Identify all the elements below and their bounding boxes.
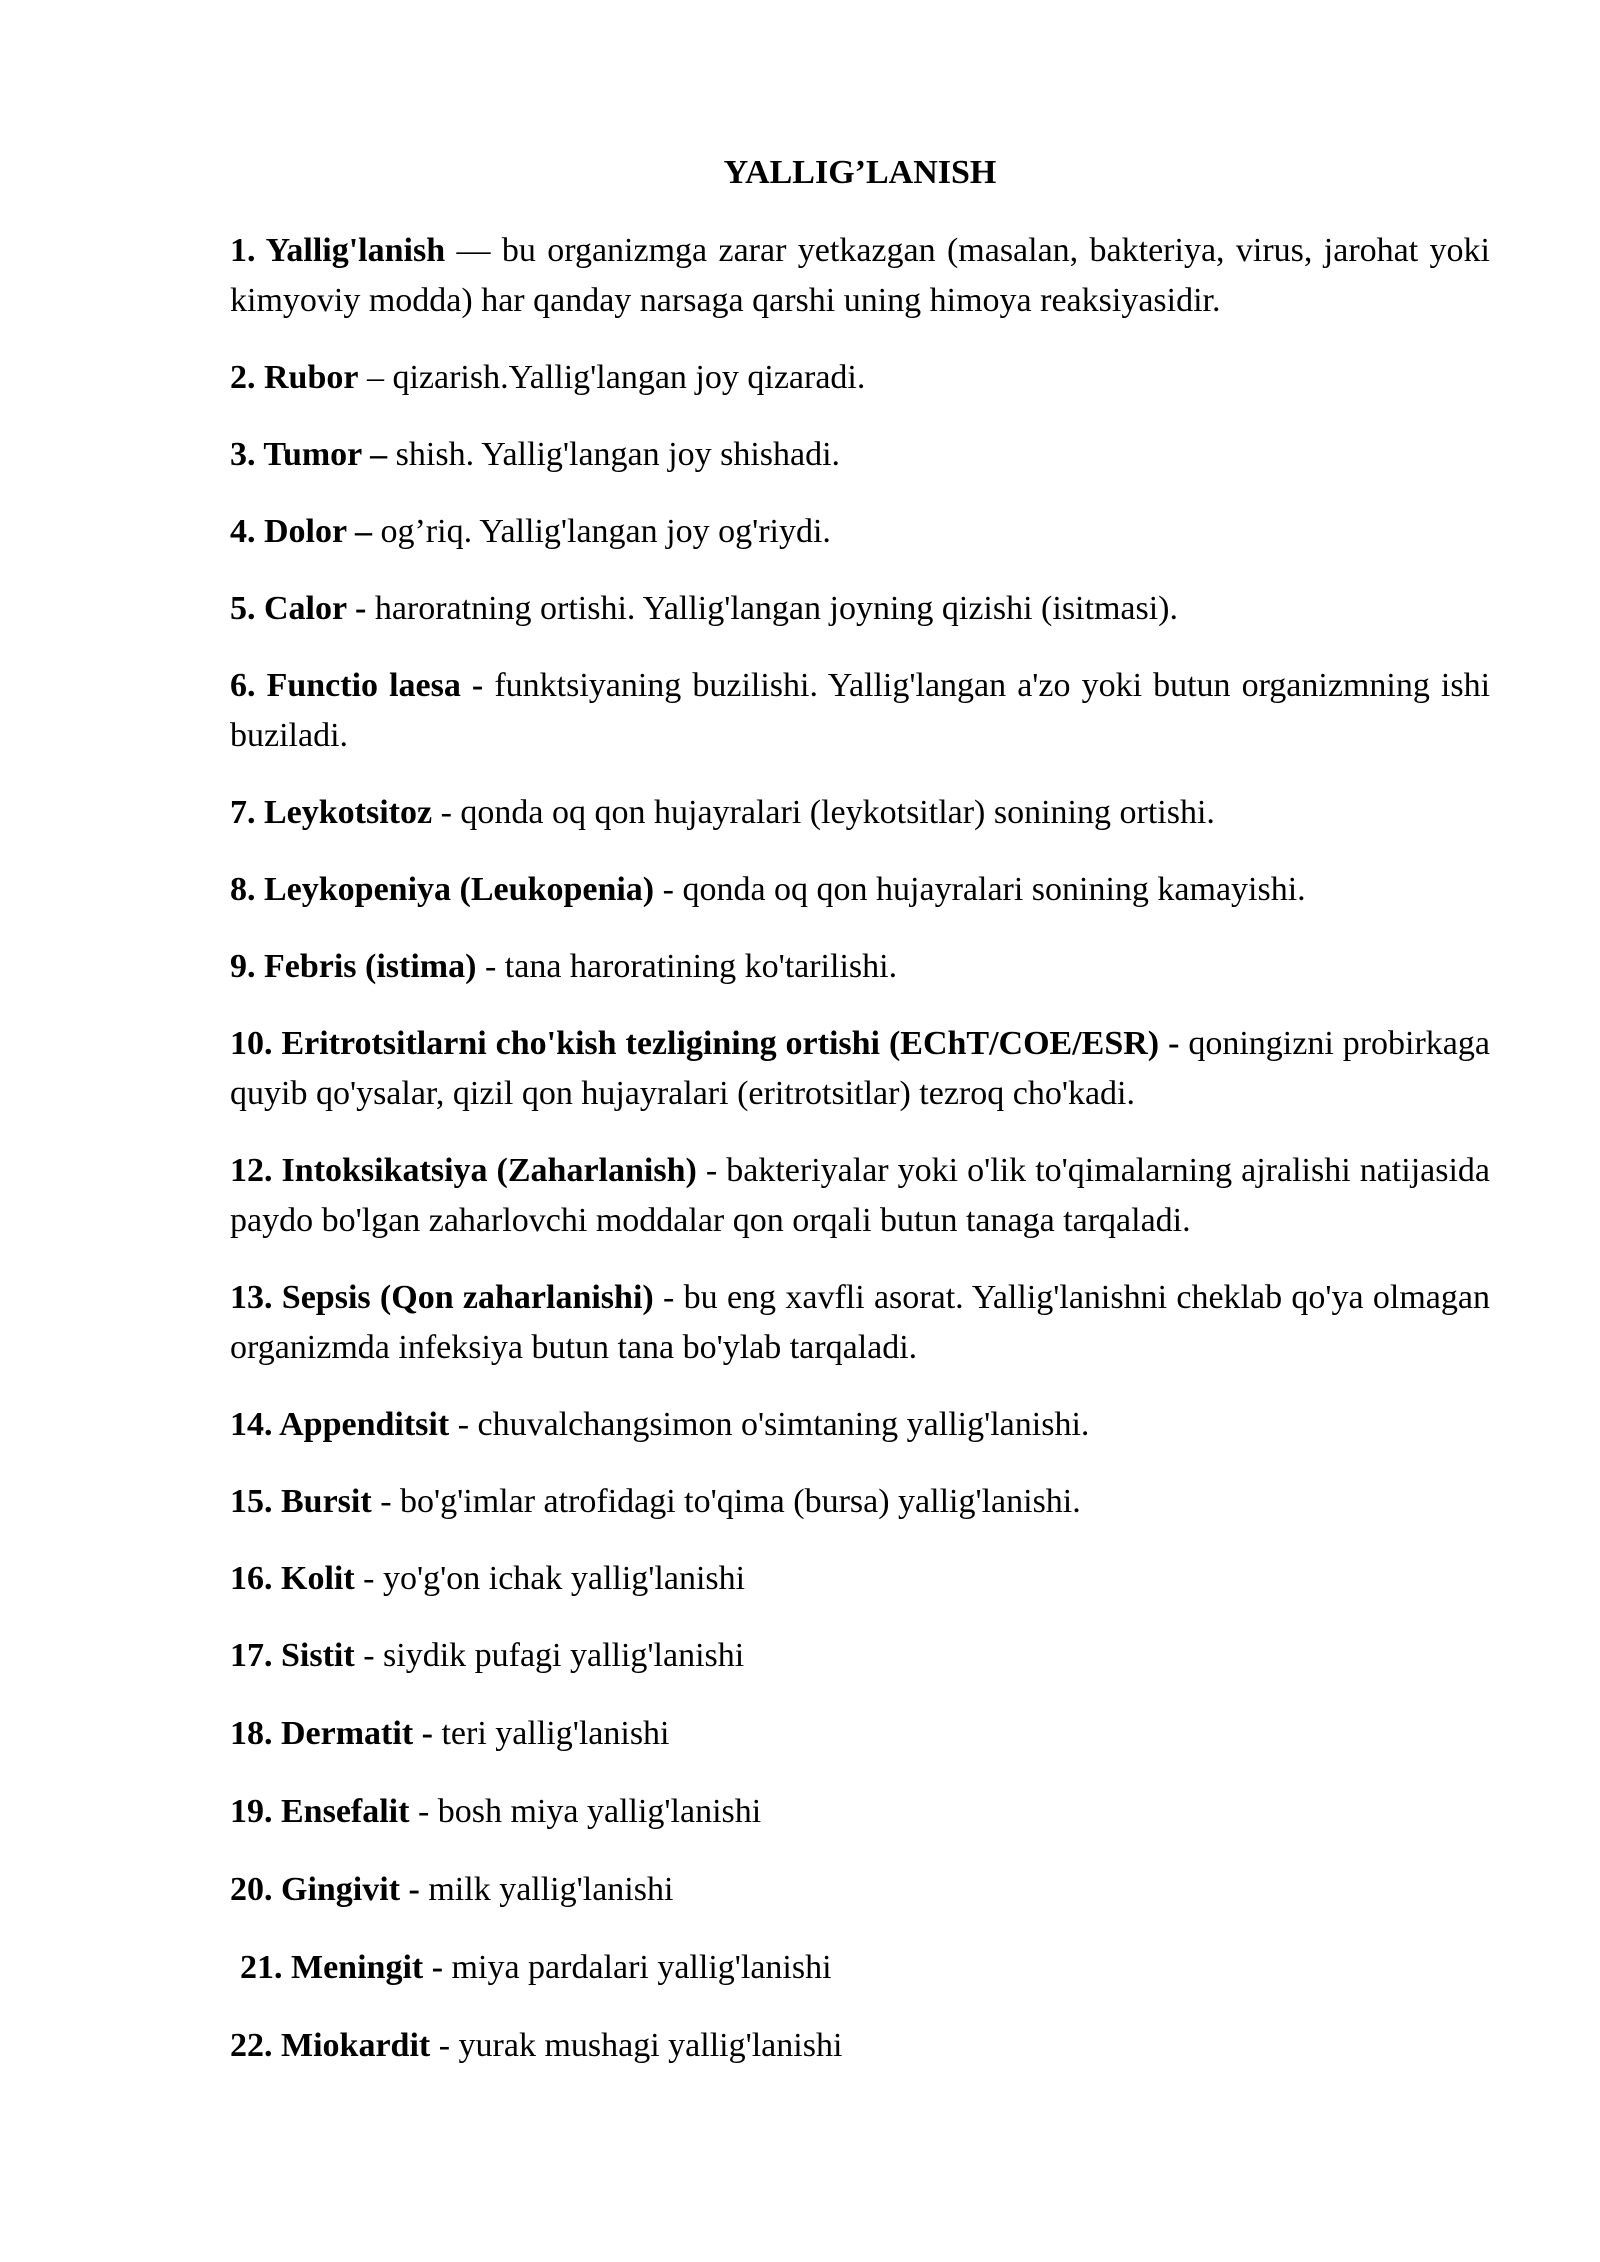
entry-separator: - [423,1949,452,1986]
glossary-entry [230,1019,1490,1119]
entry-term: 19. Ensefalit [230,1793,410,1830]
entry-definition: yo'g'on ichak yallig'lanishi [383,1560,746,1597]
entry-separator: - [654,871,683,908]
entry-term: 18. Dermatit [230,1715,414,1752]
glossary-entry [230,507,1490,557]
entry-definition: shish. Yallig'langan joy shishadi. [395,436,841,473]
entry-separator: - [409,1793,438,1830]
entry-definition: qizarish.Yallig'langan joy qizaradi. [392,359,866,396]
entry-term: 7. Leykotsitoz [230,794,433,831]
glossary-entry [230,226,1490,326]
entry-definition: yurak mushagi yallig'lanishi [458,2027,843,2064]
glossary-entry [230,1554,1490,1604]
entry-definition: chuvalchangsimon o'simtaning yallig'lanishi. [477,1406,1090,1443]
glossary-entry [230,2021,1490,2071]
entry-definition: bosh miya yallig'lanishi [437,1793,762,1830]
glossary-entry [230,1477,1490,1527]
entry-separator: - [354,1560,383,1597]
glossary-entry [230,1787,1490,1837]
entry-term: 13. Sepsis (Qon zaharlanishi) [230,1279,654,1316]
glossary-entry [230,1865,1490,1915]
entry-definition: og’riq. Yallig'langan joy og'riydi. [380,513,831,550]
entry-separator [387,436,396,473]
glossary-entry [230,430,1490,480]
entry-term: 3. Tumor – [230,436,388,473]
entry-separator: - [1159,1025,1189,1062]
entry-term: 4. Dolor – [230,513,372,550]
glossary-list [230,226,1490,2071]
entry-separator: - [696,1152,727,1189]
glossary-entry [230,1400,1490,1450]
document-title: YALLIG’LANISH [723,154,997,191]
entry-term: 16. Kolit [230,1560,355,1597]
entry-term: 17. Sistit [230,1637,355,1674]
entry-definition: qoningizni probirkaga quyib qo'ysalar, qizil qon hujayralari (eritrotsitlar) tezroq cho'kadi. [230,1025,1490,1112]
entry-definition: bu organizmga zarar yetkazgan (masalan, bakteriya, virus, jarohat yoki kimyoviy modda) har qanday narsaga qarshi uning himoya reaksiyasidir. [230,232,1490,319]
entry-term: 9. Febris (istima) [230,948,477,985]
entry-term: 20. Gingivit [230,1871,401,1908]
entry-definition: bu eng xavfli asorat. Yallig'lanishni cheklab qo'ya olmagan organizmda infeksiya butun tana bo'ylab tarqaladi. [230,1279,1490,1366]
entry-separator: - [449,1406,478,1443]
glossary-entry [230,865,1490,915]
glossary-entry [230,584,1490,634]
glossary-entry [230,1273,1490,1373]
entry-separator: - [653,1279,684,1316]
entry-definition: bakteriyalar yoki o'lik to'qimalarning ajralishi natijasida paydo bo'lgan zaharlovchi moddalar qon orqali butun tanaga tarqaladi. [230,1152,1490,1239]
glossary-entry [230,942,1490,992]
entry-term: 6. Functio laesa [230,667,461,704]
entry-separator: - [400,1871,429,1908]
entry-term: 1. Yallig'lanish [230,232,446,269]
glossary-entry [230,353,1490,403]
entry-term: 10. Eritrotsitlarni cho'kish tezligining ortishi (EChT/COE/ESR) [230,1025,1160,1062]
entry-term: 8. Leykopeniya (Leukopenia) [230,871,655,908]
entry-separator: - [346,590,375,627]
entry-separator: - [432,794,461,831]
entry-definition: tana haroratining ko'tarilishi. [504,948,898,985]
entry-definition: milk yallig'lanishi [428,1871,674,1908]
entry-term: 2. Rubor [230,359,359,396]
entry-definition: funktsiyaning buzilishi. Yallig'langan a'zo yoki butun organizmning ishi buziladi. [230,667,1491,754]
entry-definition: qonda oq qon hujayralari sonining kamayishi. [682,871,1306,908]
entry-term: 12. Intoksikatsiya (Zaharlanish) [230,1152,697,1189]
entry-separator: - [354,1637,384,1674]
entry-definition: miya pardalari yallig'lanishi [451,1949,832,1986]
entry-separator: - [460,667,495,704]
glossary-entry [230,1709,1490,1759]
entry-definition: siydik pufagi yallig'lanishi [383,1637,745,1674]
entry-term: 14. Appenditsit [230,1406,450,1443]
entry-separator: – [358,359,393,396]
entry-term: 22. Miokardit [230,2027,431,2064]
entry-term: 15. Bursit [230,1483,372,1520]
entry-definition: qonda oq qon hujayralari (leykotsitlar) sonining ortishi. [460,794,1215,831]
entry-definition: teri yallig'lanishi [441,1715,670,1752]
glossary-entry [230,1146,1490,1246]
entry-separator: - [430,2027,459,2064]
entry-separator: - [371,1483,401,1520]
entry-term: 5. Calor [230,590,347,627]
entry-definition: haroratning ortishi. Yallig'langan joyning qizishi (isitmasi). [374,590,1178,627]
entry-separator: — [445,232,502,269]
entry-definition: bo'g'imlar atrofidagi to'qima (bursa) yallig'lanishi. [400,1483,1081,1520]
entry-term: 21. Meningit [240,1949,424,1986]
glossary-entry [230,661,1490,761]
entry-separator: - [476,948,505,985]
glossary-entry [230,788,1490,838]
glossary-entry [230,1631,1490,1681]
glossary-entry [230,1943,1490,1993]
entry-separator: - [413,1715,442,1752]
